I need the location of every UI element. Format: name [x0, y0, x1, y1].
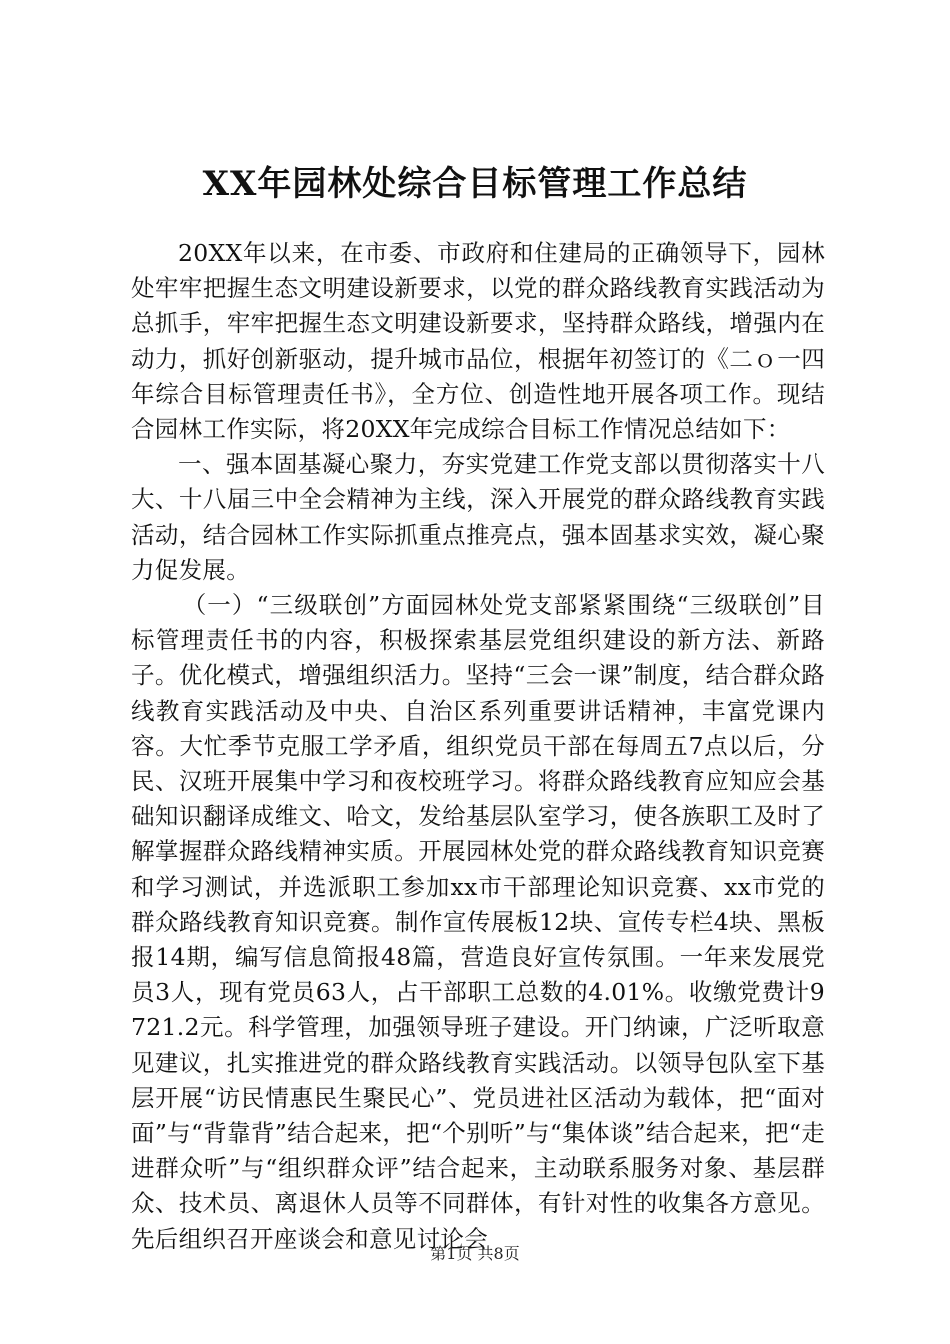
document-title: XX年园林处综合目标管理工作总结 [202, 164, 748, 204]
document-body [131, 236, 825, 1257]
paragraph-subsection-1: （一）“三级联创”方面园林处党支部紧紧围绕“三级联创”目标管理责任书的内容，积极探索基层党组织建设的新方法、新路子。优化模式，增强组织活力。坚持“三会一课”制度，结合群众路线教育实践活动及中央、自治区系列重要讲话精神，丰富党课内容。大忙季节克服工学矛盾，组织党员干部在每周五7点以后，分民、汉班开展集中学习和夜校班学习。将群众路线教育应知应会基础知识翻译成维文、哈文，发给基层队室学习，使各族职工及时了解掌握群众路线精神实质。开展园林处党的群众路线教育知识竞赛和学习测试，并选派职工参加xx市干部理论知识竞赛、xx市党的群众路线教育知识竞赛。制作宣传展板12块、宣传专栏4块、黑板报14期，编写信息简报48篇，营造良好宣传氛围。一年来发展党员3人，现有党员63人，占干部职工总数的4.01%。收缴党费计9721.2元。科学管理，加强领导班子建设。开门纳谏，广泛听取意见建议，扎实推进党的群众路线教育实践活动。以领导包队室下基层开展“访民情惠民生聚民心”、党员进社区活动为载体，把“面对面”与“背靠背”结合起来，把“个别听”与“集体谈”结合起来，把“走进群众听”与“组织群众评”结合起来，主动联系服务对象、基层群众、技术员、离退休人员等不同群体，有针对性的收集各方意见。先后组织召开座谈会和意见讨论会 [131, 591, 825, 1253]
paragraph-section-1: 一、强本固基凝心聚力，夯实党建工作党支部以贯彻落实十八大、十八届三中全会精神为主线，深入开展党的群众路线教育实践活动，结合园林工作实际抓重点推亮点，强本固基求实效，凝心聚力促发展。 [131, 450, 825, 584]
page-number: 第1页 共8页 [430, 1244, 520, 1263]
paragraph-intro: 20XX年以来，在市委、市政府和住建局的正确领导下，园林处牢牢把握生态文明建设新要求，以党的群众路线教育实践活动为总抓手，牢牢把握生态文明建设新要求，坚持群众路线，增强内在动力，抓好创新驱动，提升城市品位，根据年初签订的《二ｏ一四年综合目标管理责任书》，全方位、创造性地开展各项工作。现结合园林工作实际，将20XX年完成综合目标工作情况总结如下： [131, 239, 825, 444]
